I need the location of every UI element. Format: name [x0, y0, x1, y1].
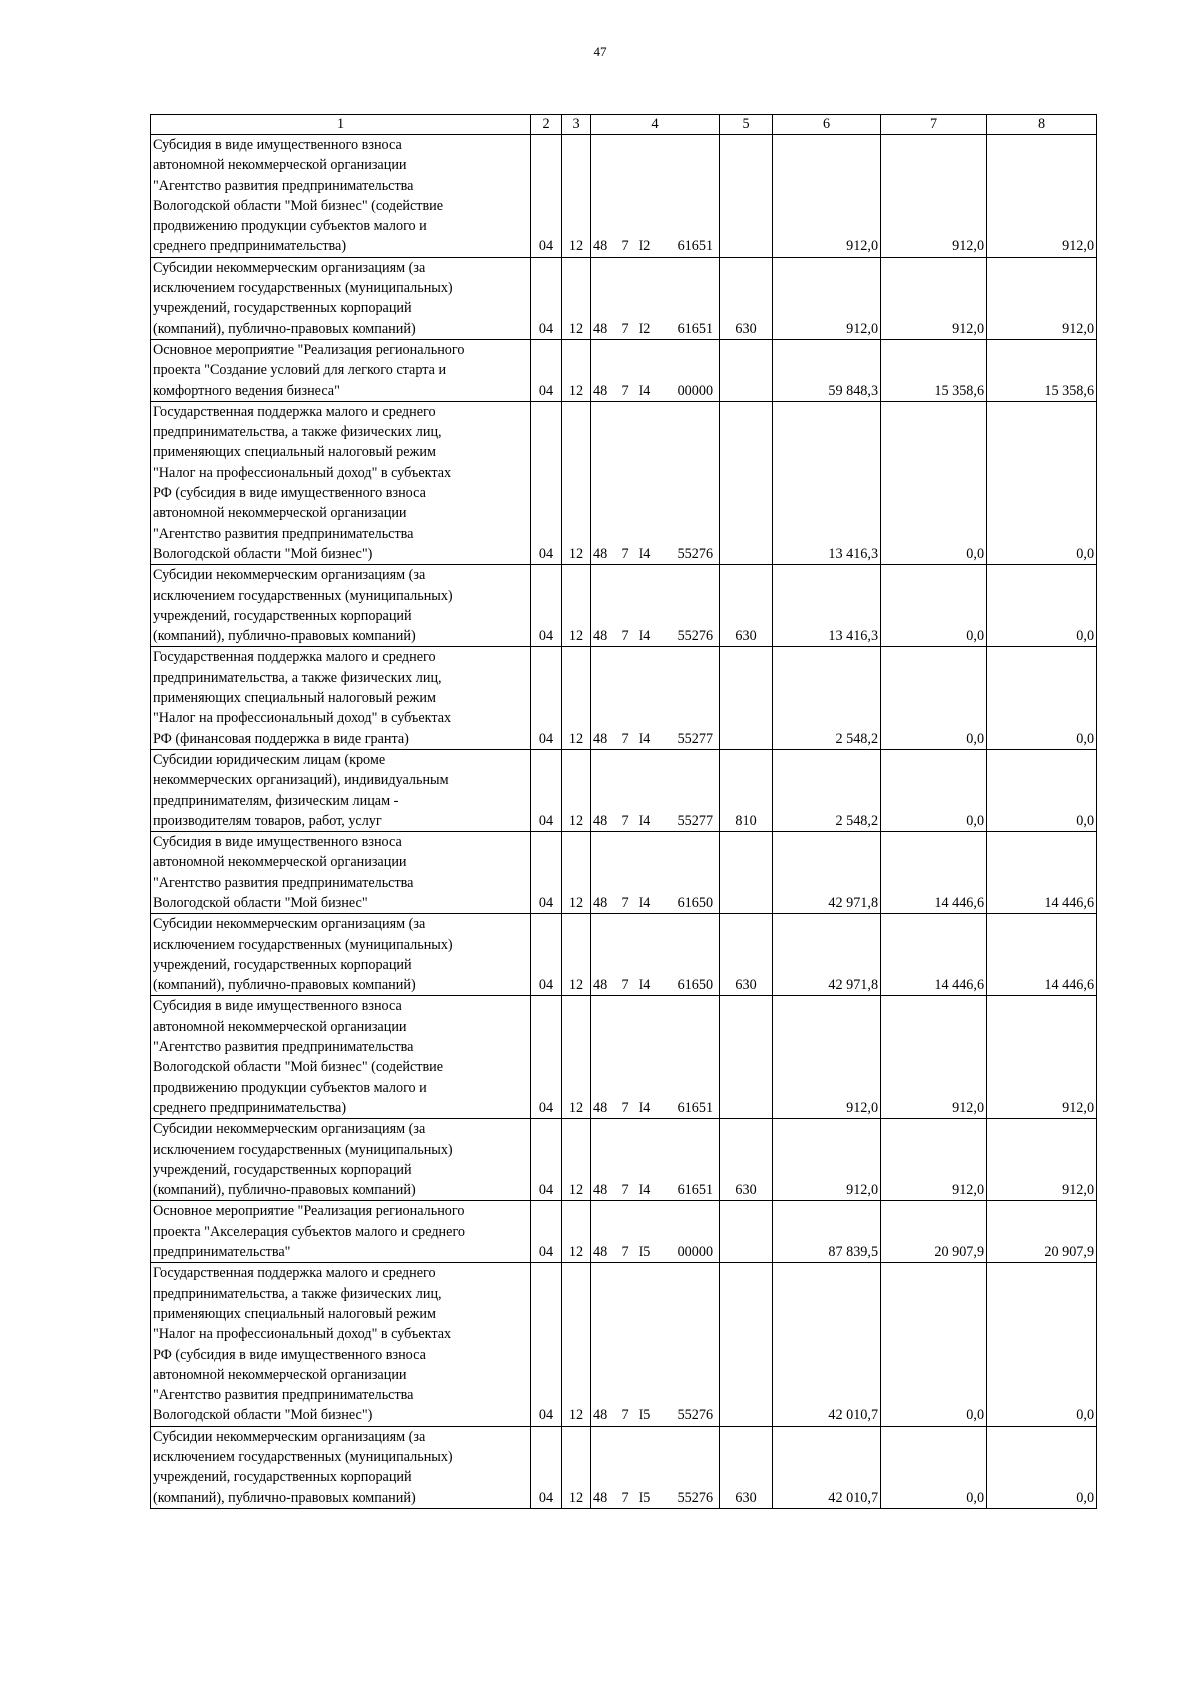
target-article-project: I4 — [634, 565, 656, 647]
table-row — [151, 565, 1097, 647]
target-article-program: 48 — [591, 914, 617, 996]
subsection-code: 12 — [562, 914, 591, 996]
target-article-program: 48 — [591, 565, 617, 647]
table-row — [151, 832, 1097, 914]
row-description-line: "Агентство развития предпринимательства — [153, 1039, 414, 1056]
row-description — [151, 135, 531, 258]
expense-type-code — [720, 401, 773, 564]
target-article-subprogram: 7 — [617, 914, 634, 996]
target-article-subprogram: 7 — [617, 1426, 634, 1508]
target-article-direction: 55276 — [656, 401, 720, 564]
target-article-subprogram: 7 — [617, 339, 634, 401]
target-article-project: I2 — [634, 257, 656, 339]
amount-year-1: 912,0 — [773, 1119, 881, 1201]
expense-type-code: 630 — [720, 1119, 773, 1201]
subsection-code: 12 — [562, 647, 591, 749]
row-description-line: среднего предпринимательства) — [153, 238, 347, 255]
target-article-subprogram: 7 — [617, 565, 634, 647]
expense-type-code — [720, 1201, 773, 1263]
section-code: 04 — [531, 1263, 562, 1426]
table-row — [151, 749, 1097, 831]
row-description-line: предпринимательства, а также физических лиц, — [153, 424, 442, 441]
row-description-line: автономной некоммерческой организации — [153, 1366, 407, 1383]
subsection-code: 12 — [562, 401, 591, 564]
column-header: 7 — [881, 115, 987, 135]
column-header: 5 — [720, 115, 773, 135]
target-article-subprogram: 7 — [617, 401, 634, 564]
row-description-line: предпринимательства, а также физических лиц, — [153, 669, 442, 686]
section-code: 04 — [531, 1426, 562, 1508]
row-description-line: исключением государственных (муниципальных) — [153, 1449, 453, 1465]
target-article-project: I5 — [634, 1263, 656, 1426]
table-row — [151, 339, 1097, 401]
row-description-line: учреждений, государственных корпораций — [153, 1161, 412, 1178]
column-header: 8 — [987, 115, 1097, 135]
row-description — [151, 1119, 531, 1201]
target-article-direction: 00000 — [656, 1201, 720, 1263]
row-description-line: исключением государственных (муниципальных) — [153, 936, 453, 953]
amount-year-2: 0,0 — [881, 401, 987, 564]
amount-year-2: 14 446,6 — [881, 914, 987, 996]
amount-year-3: 912,0 — [987, 257, 1097, 339]
amount-year-3: 0,0 — [987, 1263, 1097, 1426]
row-description-line: автономной некоммерческой организации — [153, 854, 407, 871]
target-article-direction: 61651 — [656, 1119, 720, 1201]
amount-year-2: 14 446,6 — [881, 832, 987, 914]
row-description-line: применяющих специальный налоговый режим — [153, 444, 436, 461]
row-description-line: продвижению продукции субъектов малого и — [153, 1079, 427, 1096]
table-header-row — [151, 115, 1097, 135]
amount-year-2: 912,0 — [881, 135, 987, 258]
row-description-line: "Агентство развития предпринимательства — [153, 1387, 414, 1404]
page-number: 47 — [593, 44, 607, 59]
amount-year-3: 912,0 — [987, 135, 1097, 258]
target-article-direction: 00000 — [656, 339, 720, 401]
section-code: 04 — [531, 647, 562, 749]
section-code: 04 — [531, 832, 562, 914]
row-description-line: Вологодской области "Мой бизнес") — [153, 545, 373, 562]
target-article-program: 48 — [591, 1119, 617, 1201]
target-article-project: I4 — [634, 401, 656, 564]
amount-year-3: 20 907,9 — [987, 1201, 1097, 1263]
amount-year-2: 0,0 — [881, 1426, 987, 1508]
table-row — [151, 647, 1097, 749]
target-article-project: I4 — [634, 914, 656, 996]
target-article-program: 48 — [591, 996, 617, 1119]
table-row — [151, 1263, 1097, 1426]
table-body — [151, 135, 1097, 1509]
subsection-code: 12 — [562, 565, 591, 647]
target-article-subprogram: 7 — [617, 1119, 634, 1201]
row-description-line: продвижению продукции субъектов малого и — [153, 218, 427, 235]
row-description — [151, 339, 531, 401]
expense-type-code — [720, 135, 773, 258]
amount-year-3: 0,0 — [987, 647, 1097, 749]
target-article-project: I4 — [634, 647, 656, 749]
row-description — [151, 1201, 531, 1263]
amount-year-1: 59 848,3 — [773, 339, 881, 401]
target-article-subprogram: 7 — [617, 1263, 634, 1426]
target-article-program: 48 — [591, 832, 617, 914]
subsection-code: 12 — [562, 996, 591, 1119]
amount-year-1: 2 548,2 — [773, 749, 881, 831]
target-article-program: 48 — [591, 401, 617, 564]
amount-year-3: 14 446,6 — [987, 832, 1097, 914]
subsection-code: 12 — [562, 832, 591, 914]
subsection-code: 12 — [562, 1201, 591, 1263]
target-article-project: I5 — [634, 1201, 656, 1263]
target-article-direction: 61651 — [656, 996, 720, 1119]
subsection-code: 12 — [562, 339, 591, 401]
amount-year-1: 13 416,3 — [773, 565, 881, 647]
expense-type-code: 810 — [720, 749, 773, 831]
section-code: 04 — [531, 339, 562, 401]
row-description-line: Субсидии некоммерческим организациям (за — [153, 1121, 426, 1138]
amount-year-2: 15 358,6 — [881, 339, 987, 401]
subsection-code: 12 — [562, 1426, 591, 1508]
subsection-code: 12 — [562, 135, 591, 258]
target-article-program: 48 — [591, 339, 617, 401]
target-article-project: I4 — [634, 1119, 656, 1201]
row-description-line: Субсидии некоммерческим организациям (за — [153, 1428, 426, 1445]
amount-year-2: 0,0 — [881, 1263, 987, 1426]
column-header: 4 — [591, 115, 720, 135]
row-description-line: автономной некоммерческой организации — [153, 1018, 407, 1035]
target-article-program: 48 — [591, 1201, 617, 1263]
row-description-line: (компаний), публично-правовых компаний) — [153, 628, 416, 645]
amount-year-1: 912,0 — [773, 996, 881, 1119]
target-article-direction: 61651 — [656, 257, 720, 339]
target-article-direction: 55277 — [656, 647, 720, 749]
table-row — [151, 401, 1097, 564]
row-description — [151, 1263, 531, 1426]
table-row — [151, 257, 1097, 339]
target-article-direction: 55276 — [656, 1426, 720, 1508]
subsection-code: 12 — [562, 257, 591, 339]
amount-year-2: 0,0 — [881, 565, 987, 647]
row-description-line: "Агентство развития предпринимательства — [153, 525, 414, 542]
row-description-line: некоммерческих организаций), индивидуальным — [153, 772, 449, 789]
target-article-direction: 61650 — [656, 832, 720, 914]
expense-type-code — [720, 339, 773, 401]
row-description-line: Государственная поддержка малого и среднего — [153, 649, 436, 666]
row-description-line: исключением государственных (муниципальных) — [153, 1141, 453, 1158]
expense-type-code: 630 — [720, 565, 773, 647]
expense-type-code — [720, 1263, 773, 1426]
target-article-program: 48 — [591, 1426, 617, 1508]
amount-year-3: 0,0 — [987, 565, 1097, 647]
target-article-project: I4 — [634, 832, 656, 914]
row-description-line: Государственная поддержка малого и среднего — [153, 1265, 436, 1282]
amount-year-3: 912,0 — [987, 1119, 1097, 1201]
row-description — [151, 647, 531, 749]
amount-year-1: 42 010,7 — [773, 1426, 881, 1508]
amount-year-1: 42 971,8 — [773, 914, 881, 996]
expense-type-code: 630 — [720, 914, 773, 996]
target-article-direction: 55276 — [656, 565, 720, 647]
section-code: 04 — [531, 996, 562, 1119]
row-description-line: "Налог на профессиональный доход" в субъектах — [153, 464, 452, 481]
row-description — [151, 914, 531, 996]
row-description-line: Вологодской области "Мой бизнес" (содействие — [153, 197, 444, 214]
section-code: 04 — [531, 257, 562, 339]
target-article-direction: 55276 — [656, 1263, 720, 1426]
row-description-line: "Агентство развития предпринимательства — [153, 874, 414, 891]
row-description-line: Вологодской области "Мой бизнес" (содействие — [153, 1059, 444, 1076]
row-description — [151, 257, 531, 339]
row-description-line: "Налог на профессиональный доход" в субъектах — [153, 1326, 452, 1343]
row-description-line: проекта "Создание условий для легкого старта и — [153, 362, 447, 379]
target-article-subprogram: 7 — [617, 647, 634, 749]
row-description-line: исключением государственных (муниципальных) — [153, 280, 453, 297]
row-description — [151, 1426, 531, 1508]
row-description-line: (компаний), публично-правовых компаний) — [153, 1182, 416, 1199]
row-description-line: Основное мероприятие "Реализация регионального — [153, 341, 465, 358]
row-description — [151, 401, 531, 564]
section-code: 04 — [531, 135, 562, 258]
target-article-project: I5 — [634, 1426, 656, 1508]
row-description-line: Субсидия в виде имущественного взноса — [153, 137, 402, 153]
row-description-line: РФ (субсидия в виде имущественного взноса — [153, 1346, 426, 1363]
table-row — [151, 1201, 1097, 1263]
target-article-program: 48 — [591, 135, 617, 258]
target-article-program: 48 — [591, 257, 617, 339]
row-description-line: "Агентство развития предпринимательства — [153, 177, 414, 194]
row-description-line: учреждений, государственных корпораций — [153, 607, 412, 624]
amount-year-3: 14 446,6 — [987, 914, 1097, 996]
row-description-line: среднего предпринимательства) — [153, 1099, 347, 1116]
target-article-program: 48 — [591, 647, 617, 749]
row-description-line: (компаний), публично-правовых компаний) — [153, 320, 416, 337]
target-article-project: I2 — [634, 135, 656, 258]
amount-year-3: 0,0 — [987, 401, 1097, 564]
row-description-line: проекта "Акселерация субъектов малого и среднего — [153, 1223, 466, 1240]
row-description-line: учреждений, государственных корпораций — [153, 1469, 412, 1486]
row-description-line: "Налог на профессиональный доход" в субъектах — [153, 710, 452, 727]
target-article-project: I4 — [634, 996, 656, 1119]
target-article-program: 48 — [591, 1263, 617, 1426]
row-description-line: Основное мероприятие "Реализация регионального — [153, 1203, 465, 1220]
amount-year-2: 20 907,9 — [881, 1201, 987, 1263]
amount-year-2: 0,0 — [881, 749, 987, 831]
row-description-line: Государственная поддержка малого и среднего — [153, 403, 436, 420]
row-description — [151, 832, 531, 914]
amount-year-2: 0,0 — [881, 647, 987, 749]
amount-year-3: 912,0 — [987, 996, 1097, 1119]
row-description-line: Субсидия в виде имущественного взноса — [153, 834, 402, 851]
table-row — [151, 1426, 1097, 1508]
target-article-subprogram: 7 — [617, 996, 634, 1119]
row-description-line: производителям товаров, работ, услуг — [153, 812, 382, 829]
row-description-line: комфортного ведения бизнеса" — [153, 382, 340, 399]
column-header: 6 — [773, 115, 881, 135]
amount-year-2: 912,0 — [881, 996, 987, 1119]
amount-year-1: 912,0 — [773, 257, 881, 339]
subsection-code: 12 — [562, 749, 591, 831]
table-row — [151, 135, 1097, 258]
row-description-line: исключением государственных (муниципальных) — [153, 587, 453, 604]
subsection-code: 12 — [562, 1263, 591, 1426]
row-description-line: предпринимательства, а также физических лиц, — [153, 1285, 442, 1302]
expense-type-code: 630 — [720, 1426, 773, 1508]
amount-year-2: 912,0 — [881, 257, 987, 339]
row-description-line: Вологодской области "Мой бизнес") — [153, 1407, 373, 1424]
table-row — [151, 914, 1097, 996]
section-code: 04 — [531, 1201, 562, 1263]
target-article-project: I4 — [634, 749, 656, 831]
column-header: 2 — [531, 115, 562, 135]
budget-table — [150, 114, 1097, 1509]
target-article-direction: 61650 — [656, 914, 720, 996]
target-article-subprogram: 7 — [617, 1201, 634, 1263]
row-description-line: предпринимательства" — [153, 1244, 291, 1261]
row-description-line: Субсидии некоммерческим организациям (за — [153, 916, 426, 933]
target-article-subprogram: 7 — [617, 749, 634, 831]
row-description-line: Субсидии некоммерческим организациям (за — [153, 567, 426, 584]
row-description-line: применяющих специальный налоговый режим — [153, 690, 436, 707]
target-article-subprogram: 7 — [617, 135, 634, 258]
row-description-line: применяющих специальный налоговый режим — [153, 1305, 436, 1322]
target-article-direction: 55277 — [656, 749, 720, 831]
subsection-code: 12 — [562, 1119, 591, 1201]
section-code: 04 — [531, 565, 562, 647]
target-article-direction: 61651 — [656, 135, 720, 258]
amount-year-3: 15 358,6 — [987, 339, 1097, 401]
row-description — [151, 749, 531, 831]
section-code: 04 — [531, 914, 562, 996]
row-description-line: Субсидия в виде имущественного взноса — [153, 998, 402, 1015]
amount-year-1: 2 548,2 — [773, 647, 881, 749]
amount-year-1: 13 416,3 — [773, 401, 881, 564]
row-description-line: (компаний), публично-правовых компаний) — [153, 1489, 416, 1506]
target-article-subprogram: 7 — [617, 257, 634, 339]
row-description-line: Субсидии юридическим лицам (кроме — [153, 751, 386, 768]
amount-year-1: 42 010,7 — [773, 1263, 881, 1426]
row-description-line: автономной некоммерческой организации — [153, 505, 407, 522]
target-article-program: 48 — [591, 749, 617, 831]
row-description-line: автономной некоммерческой организации — [153, 157, 407, 174]
row-description-line: (компаний), публично-правовых компаний) — [153, 977, 416, 994]
target-article-subprogram: 7 — [617, 832, 634, 914]
amount-year-3: 0,0 — [987, 1426, 1097, 1508]
expense-type-code — [720, 996, 773, 1119]
row-description-line: предпринимателям, физическим лицам - — [153, 792, 399, 809]
column-header: 1 — [151, 115, 531, 135]
section-code: 04 — [531, 749, 562, 831]
section-code: 04 — [531, 401, 562, 564]
row-description-line: учреждений, государственных корпораций — [153, 300, 412, 317]
row-description — [151, 996, 531, 1119]
expense-type-code — [720, 647, 773, 749]
amount-year-1: 912,0 — [773, 135, 881, 258]
row-description-line: РФ (финансовая поддержка в виде гранта) — [153, 730, 409, 747]
amount-year-2: 912,0 — [881, 1119, 987, 1201]
row-description — [151, 565, 531, 647]
column-header: 3 — [562, 115, 591, 135]
amount-year-1: 87 839,5 — [773, 1201, 881, 1263]
amount-year-3: 0,0 — [987, 749, 1097, 831]
row-description-line: учреждений, государственных корпораций — [153, 956, 412, 973]
expense-type-code — [720, 832, 773, 914]
amount-year-1: 42 971,8 — [773, 832, 881, 914]
target-article-project: I4 — [634, 339, 656, 401]
row-description-line: Вологодской области "Мой бизнес" — [153, 894, 368, 911]
expense-type-code: 630 — [720, 257, 773, 339]
table-row — [151, 996, 1097, 1119]
row-description-line: Субсидии некоммерческим организациям (за — [153, 259, 426, 276]
table-row — [151, 1119, 1097, 1201]
section-code: 04 — [531, 1119, 562, 1201]
row-description-line: РФ (субсидия в виде имущественного взноса — [153, 485, 426, 502]
